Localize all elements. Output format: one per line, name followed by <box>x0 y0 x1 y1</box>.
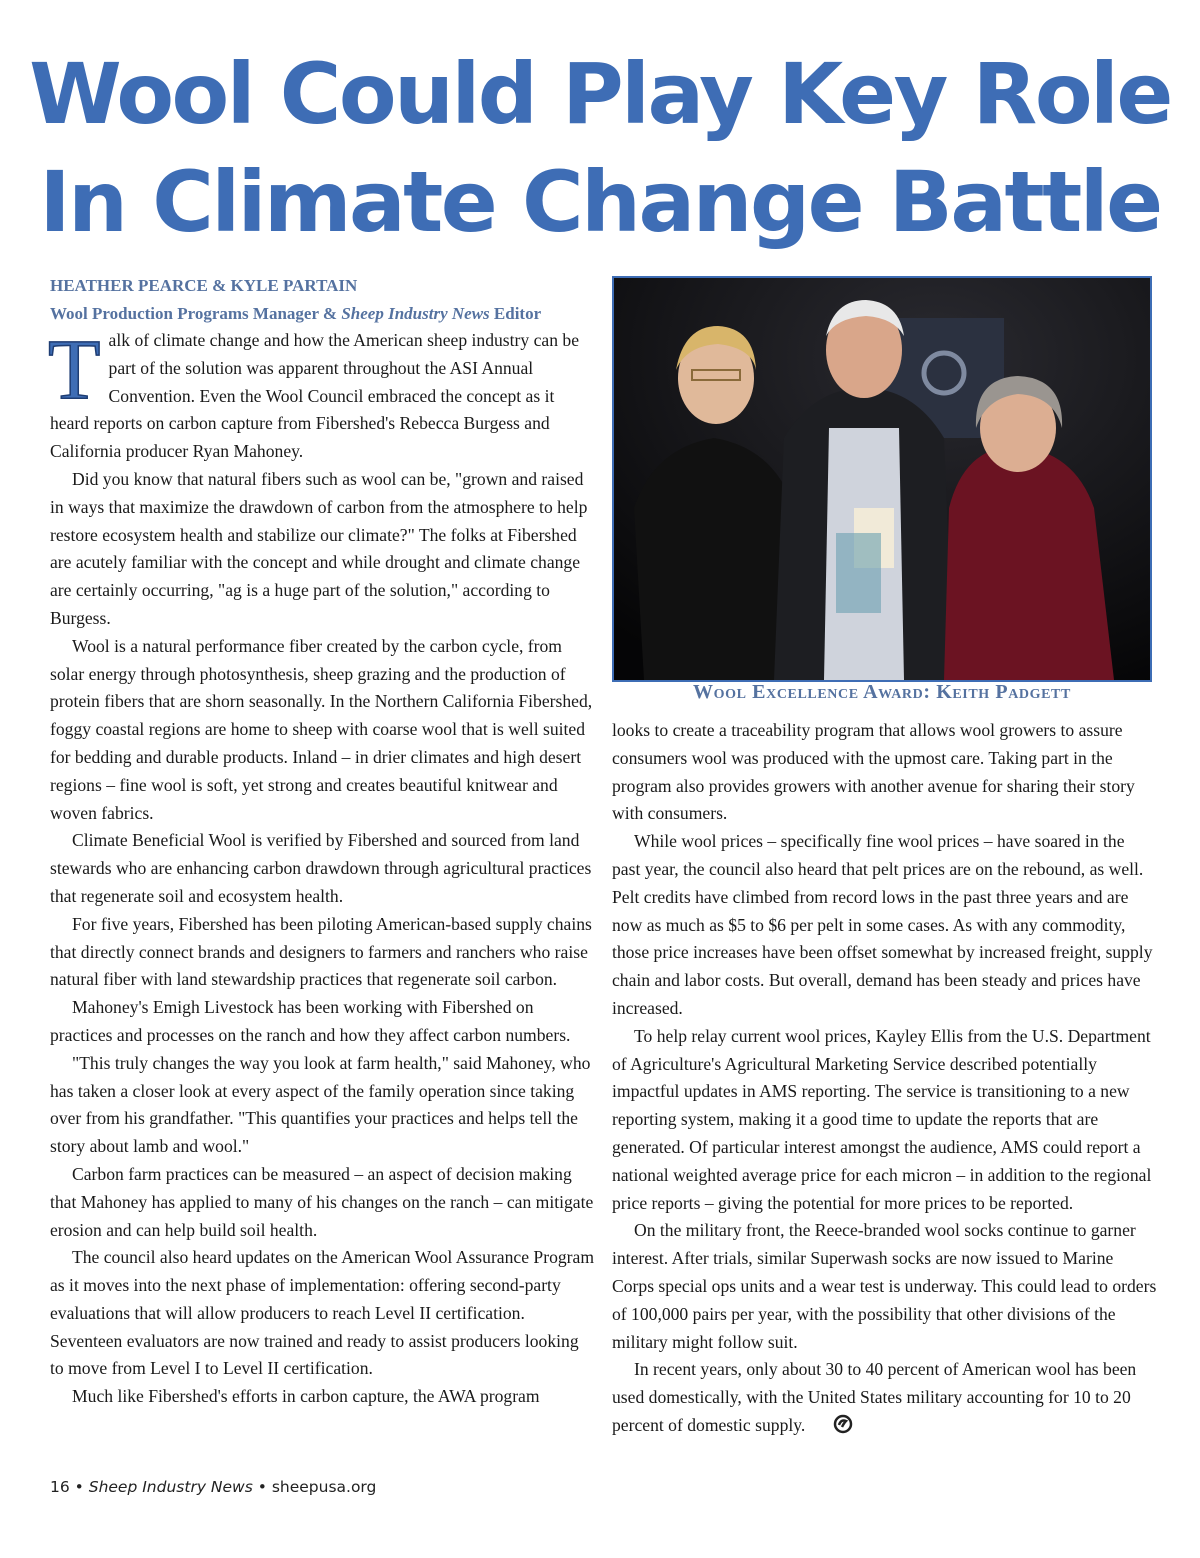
award-photo-illustration <box>614 278 1150 680</box>
end-mark-icon <box>811 1414 853 1443</box>
page-footer <box>50 1478 376 1496</box>
footer-website: sheepusa.org <box>271 1478 377 1496</box>
footer-separator: • <box>252 1478 272 1496</box>
byline-role <box>50 300 610 328</box>
article-paragraph <box>48 321 595 466</box>
article-column-right <box>612 717 1157 1443</box>
byline-role-prefix: Wool Production Programs Manager & <box>50 304 342 323</box>
byline-role-suffix: Editor <box>489 304 542 323</box>
byline-authors: HEATHER PEARCE & KYLE PARTAIN <box>50 276 358 295</box>
article-paragraph: looks to create a traceability program that allows wool growers to assure consumers wool was produced with the upmost care. Taking part in the program also provides growers with another avenue for sharing their story with consumers. <box>612 720 1135 824</box>
headline-line-2: In Climate Change Battle <box>39 153 1161 251</box>
article-paragraph: Wool is a natural performance fiber created by the carbon cycle, from solar energy through photosynthesis, sheep grazing and the production of protein fibers that are shorn seasonally. In the Northern California Fibershed, foggy coastal regions are home to sheep with coarse wool that is well suited for bedding and durable products. Inland – in drier climates and high desert regions – fine wool is soft, yet strong and creates beautiful knitwear and woven fabrics. <box>50 635 593 823</box>
article-paragraph <box>612 1356 1157 1442</box>
paragraph-text: alk of climate change and how the American sheep industry can be part of the solution was apparent throughout the ASI Annual Convention. Even the Wool Council embraced the concept as it heard reports on carbon capture from Fibershed's Rebecca Burgess and California producer Ryan Mahoney. <box>50 330 580 462</box>
article-paragraph: To help relay current wool prices, Kayley Ellis from the U.S. Department of Agriculture's Agricultural Marketing Service described potentially impactful updates in AMS reporting. The service is transitioning to a new reporting system, making it a good time to update the reports that are generated. Of particular interest amongst the audience, AMS could report a national weighted average price for each micron – in addition to the regional price reports – giving the potential for more prices to be reported. <box>612 1025 1152 1213</box>
article-paragraph: Did you know that natural fibers such as wool can be, "grown and raised in ways that maximize the drawdown of carbon from the atmosphere to help restore ecosystem health and stabilize our climate?" The folks at Fibershed are acutely familiar with the concept and while drought and climate change are certainly occurring, "ag is a huge part of the solution," according to Burgess. <box>50 468 588 628</box>
article-column-left <box>48 321 595 1411</box>
article-paragraph: While wool prices – specifically fine wool prices – have soared in the past year, the council also heard that pelt prices are on the rebound, as well. Pelt credits have climbed from record lows in the past three years and are now as much as $5 to $6 per pelt in some cases. As with any commodity, those price increases have been offset somewhat by increased freight, supply chain and labor costs. But overall, demand has been steady and prices have increased. <box>612 831 1153 1018</box>
photo-caption: Wool Excellence Award: Keith Padgett <box>693 681 1071 703</box>
paragraph-text: In recent years, only about 30 to 40 percent of American wool has been used domestically, with the United States military accounting for 10 to 20 percent of domestic supply. <box>612 1359 1137 1435</box>
article-paragraph: Carbon farm practices can be measured – an aspect of decision making that Mahoney has applied to many of his changes on the ranch – can mitigate erosion and can help build soil health. <box>50 1163 594 1240</box>
award-photo <box>612 276 1152 682</box>
article-paragraph: Climate Beneficial Wool is verified by Fibershed and sourced from land stewards who are enhancing carbon drawdown through agricultural practices that regenerate soil and ecosystem health. <box>50 830 592 906</box>
footer-publication: Sheep Industry News <box>88 1478 253 1496</box>
article-paragraph: "This truly changes the way you look at farm health," said Mahoney, who has taken a closer look at every aspect of the family operation since taking over from his grandfather. "This quantifies your practices and helps tell the story about lamb and wool." <box>50 1052 591 1157</box>
award-trophy <box>836 533 881 613</box>
article-paragraph: On the military front, the Reece-branded wool socks continue to garner interest. After trials, similar Superwash socks are now issued to Marine Corps special ops units and a wear test is underway. This could lead to orders of 100,000 pairs per year, with the possibility that other divisions of the military might follow suit. <box>612 1220 1157 1352</box>
headline-line-1: Wool Could Play Key Role <box>29 45 1171 143</box>
byline-role-publication: Sheep Industry News <box>341 304 490 323</box>
article-paragraph: The council also heard updates on the American Wool Assurance Program as it moves into the next phase of implementation: offering second-party evaluations that will allow producers to reach Level II certification. Seventeen evaluators are now trained and ready to assist producers looking to move from Level I to Level II certification. <box>50 1247 595 1379</box>
article-paragraph: Much like Fibershed's efforts in carbon capture, the AWA program <box>72 1386 540 1407</box>
page-number: 16 <box>50 1478 70 1496</box>
footer-bullet: • <box>69 1478 89 1496</box>
headline <box>0 40 1200 256</box>
article-paragraph: Mahoney's Emigh Livestock has been working with Fibershed on practices and processes on the ranch and how they affect carbon numbers. <box>50 997 571 1045</box>
dropcap: T <box>48 321 101 417</box>
byline <box>50 272 610 328</box>
article-paragraph: For five years, Fibershed has been piloting American-based supply chains that directly connect brands and designers to farmers and ranchers who raise natural fiber with land stewardship practices that regenerate soil carbon. <box>50 913 592 990</box>
